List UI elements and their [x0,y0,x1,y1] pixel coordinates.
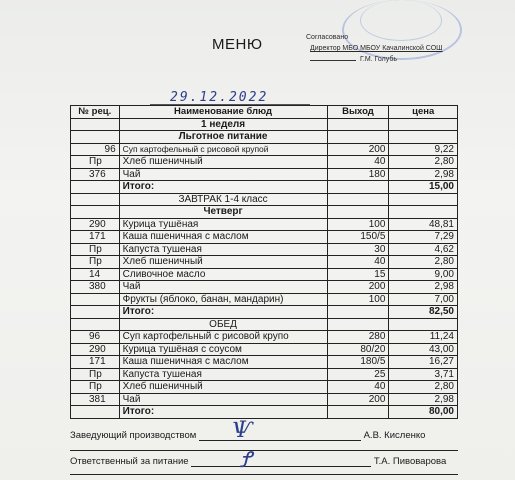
cell-name: Чай [119,393,327,406]
table-title-row [71,206,458,219]
cell-price [389,318,458,331]
approval-line-1: Согласовано [306,34,349,41]
cell-output [327,406,389,419]
section-subtitle: ЗАВТРАК 1-4 класс [119,193,327,206]
approval-line-2: Директор МБО МБОУ Качалинской СОШ [310,45,443,52]
cell-code: 381 [71,393,120,406]
cell-code [71,318,120,331]
cell-code: 96 [71,331,120,344]
cell-output: 200 [327,281,389,294]
section-subtitle: ОБЕД [119,318,327,331]
cell-code: 380 [71,281,120,294]
cell-output [327,193,389,206]
cell-price: 2,80 [389,381,458,394]
resp-signature-line [191,466,371,467]
table-subtitle-row [71,318,458,331]
table-header-row [71,106,458,119]
table-total-row [71,406,458,419]
cell-total-price: 82,50 [389,306,458,319]
cell-code: Пр [71,368,120,381]
approval-signature [310,60,356,61]
cell-output: 280 [327,331,389,344]
cell-output [327,118,389,131]
cell-price: 7,29 [389,231,458,244]
cell-total-price: 80,00 [389,406,458,419]
cell-code: 96 [71,143,120,156]
cell-price [389,206,458,219]
cell-output: 100 [327,218,389,231]
cell-code: Пр [71,156,120,169]
table-title-row [71,131,458,144]
cell-price: 3,71 [389,368,458,381]
table-row [71,231,458,244]
cell-name: Хлеб пшеничный [119,156,327,169]
table-row [71,393,458,406]
cell-code: 376 [71,168,120,181]
menu-table [70,105,458,419]
cell-output: 30 [327,243,389,256]
col-header-name: Наименование блюд [119,106,327,119]
cell-code [71,306,120,319]
cell-price: 2,98 [389,393,458,406]
cell-output [327,206,389,219]
cell-output: 25 [327,368,389,381]
table-title-row [71,118,458,131]
table-row [71,268,458,281]
cell-output [327,131,389,144]
col-header-code: № рец. [71,106,120,119]
table-row [71,143,458,156]
cell-name: Капуста тушеная [119,368,327,381]
cell-price: 7,00 [389,293,458,306]
section-title: Льготное питание [119,131,327,144]
table-row [71,293,458,306]
cell-name: Суп картофельный с рисовой крупо [119,331,327,344]
head-signature-line [199,440,361,441]
menu-date: 29.12.2022 [170,90,269,105]
table-row [71,356,458,369]
cell-price: 2,80 [389,256,458,269]
cell-output: 80/20 [327,343,389,356]
cell-output: 100 [327,293,389,306]
table-subtitle-row [71,193,458,206]
table-row [71,381,458,394]
cell-output: 200 [327,393,389,406]
cell-output [327,181,389,194]
table-row [71,243,458,256]
table-row [71,218,458,231]
cell-output [327,306,389,319]
cell-code: 171 [71,231,120,244]
resp-name: Т.А. Пивоварова [373,456,447,467]
cell-price: 9,22 [389,143,458,156]
cell-name: Хлеб пшеничный [119,256,327,269]
cell-price: 2,98 [389,168,458,181]
table-total-row [71,306,458,319]
cell-price: 9,00 [389,268,458,281]
cell-price: 16,27 [389,356,458,369]
cell-code [71,181,120,194]
cell-code [71,193,120,206]
cell-output: 40 [327,256,389,269]
divider [70,450,458,451]
cell-name: Суп картофельный с рисовой крупой [119,143,327,156]
table-row [71,281,458,294]
cell-code [71,118,120,131]
cell-output: 15 [327,268,389,281]
footer-resp-row [70,456,458,467]
cell-name: Хлеб пшеничный [119,381,327,394]
cell-name: Курица тушёная [119,218,327,231]
cell-name: Курица тушёная с соусом [119,343,327,356]
table-row [71,156,458,169]
table-row [71,343,458,356]
cell-code: 290 [71,218,120,231]
table-row [71,331,458,344]
cell-output: 40 [327,381,389,394]
cell-price [389,131,458,144]
table-total-row [71,181,458,194]
cell-price: 2,80 [389,156,458,169]
cell-code: 14 [71,268,120,281]
cell-name: Капуста тушеная [119,243,327,256]
cell-output: 180/5 [327,356,389,369]
cell-total-price: 15,00 [389,181,458,194]
cell-code [71,293,120,306]
section-title: 1 неделя [119,118,327,131]
cell-code: 290 [71,343,120,356]
cell-price [389,118,458,131]
cell-code [71,206,120,219]
cell-price: 11,24 [389,331,458,344]
cell-code [71,131,120,144]
cell-output: 150/5 [327,231,389,244]
cell-output: 200 [327,143,389,156]
cell-name: Чай [119,281,327,294]
cell-price [389,193,458,206]
section-title: Четверг [119,206,327,219]
cell-price: 2,98 [389,281,458,294]
head-signature: Ѱ [232,418,253,443]
col-header-output: Выход [327,106,389,119]
head-label: Заведующий производством [70,430,197,441]
table-row [71,368,458,381]
table-row [71,256,458,269]
cell-output: 40 [327,156,389,169]
cell-total-label: Итого: [119,181,327,194]
cell-price: 4,62 [389,243,458,256]
cell-name: Сливочное масло [119,268,327,281]
cell-output: 180 [327,168,389,181]
approval-block [306,32,511,65]
table-row [71,168,458,181]
approval-signer: Г.М. Голубь [360,56,397,63]
divider-bottom [70,474,458,475]
cell-price: 48,81 [389,218,458,231]
cell-total-label: Итого: [119,406,327,419]
cell-name: Каша пшеничная с маслом [119,231,327,244]
cell-code [71,406,120,419]
cell-name: Фрукты (яблоко, банан, мандарин) [119,293,327,306]
cell-code: 171 [71,356,120,369]
footer-head-row [70,430,458,441]
resp-label: Ответственный за питание [70,456,189,467]
cell-code: Пр [71,256,120,269]
page-title: МЕНЮ [212,36,263,53]
approval-line-3 [306,54,511,65]
head-name: А.В. Кисленко [363,430,426,441]
col-header-price: цена [389,106,458,119]
cell-code: Пр [71,243,120,256]
cell-name: Каша пшеничная с маслом [119,356,327,369]
resp-signature: Ꝭ [240,448,252,473]
cell-output [327,318,389,331]
cell-price: 43,00 [389,343,458,356]
cell-code: Пр [71,381,120,394]
cell-name: Чай [119,168,327,181]
cell-total-label: Итого: [119,306,327,319]
